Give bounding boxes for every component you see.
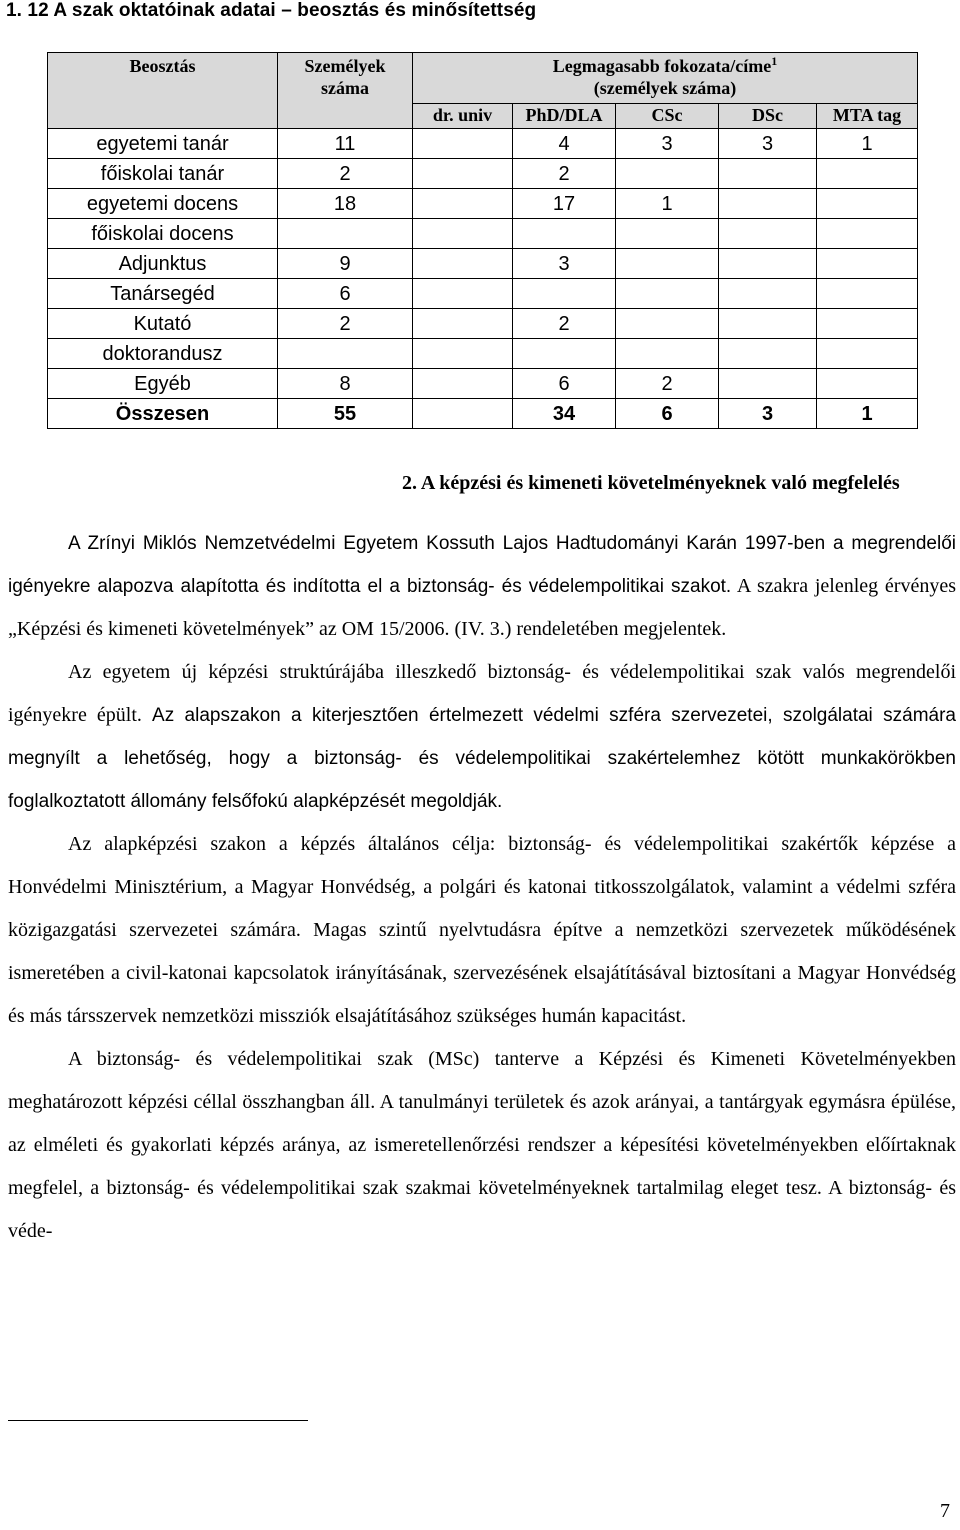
row-cell: 3	[719, 129, 817, 159]
row-label: doktorandusz	[48, 339, 278, 369]
row-count: 8	[278, 369, 413, 399]
row-cell	[817, 309, 918, 339]
table-row	[48, 309, 918, 339]
row-cell	[616, 279, 719, 309]
table-row	[48, 129, 918, 159]
total-cell: 3	[719, 399, 817, 429]
row-cell	[719, 369, 817, 399]
body-text	[8, 522, 956, 1253]
total-cell	[413, 399, 513, 429]
row-cell	[719, 249, 817, 279]
table-row	[48, 219, 918, 249]
row-cell: 2	[513, 309, 616, 339]
row-count: 9	[278, 249, 413, 279]
row-count: 2	[278, 159, 413, 189]
row-label: főiskolai docens	[48, 219, 278, 249]
row-label: főiskolai tanár	[48, 159, 278, 189]
row-cell	[817, 339, 918, 369]
row-cell	[413, 339, 513, 369]
row-cell	[413, 249, 513, 279]
row-cell: 2	[513, 159, 616, 189]
row-count	[278, 339, 413, 369]
total-label: Összesen	[48, 399, 278, 429]
row-cell	[413, 159, 513, 189]
table-row	[48, 159, 918, 189]
row-cell	[413, 189, 513, 219]
row-cell	[413, 219, 513, 249]
table-header-row	[48, 53, 918, 104]
paragraph-1: A Zrínyi Miklós Nemzetvédelmi Egyetem Kossuth Lajos Hadtudományi Karán 1997-ben a megrendelői igényekre alapozva alapította és indította el a biztonság- és védelempolitikai szakot. A szakra jelenleg érvényes „Képzési és kimeneti követelmények” az OM 15/2006. (IV. 3.) rendeletében megjelentek.	[8, 533, 956, 640]
row-cell	[616, 219, 719, 249]
paragraph-3: Az alapképzési szakon a képzés általános célja: biztonság- és védelempolitikai szakértők képzése a Honvédelmi Minisztérium, a Magyar Honvédség, a polgári és katonai titkosszolgálatok, valamint a védelmi szféra közigazgatási szervezetei számára. Magas szintű nyelvtudásra építve a nemzetközi szervezetek működésének ismeretében a civil-katonai kapcsolatok irányításának, szervezésének elsajátításával biztosítani a Magyar Honvédség és más társszervek nemzetközi missziók elsajátításához szükséges humán kapacitást.	[8, 833, 956, 1027]
row-cell	[817, 279, 918, 309]
row-cell: 3	[616, 129, 719, 159]
total-cell: 34	[513, 399, 616, 429]
row-count: 2	[278, 309, 413, 339]
row-cell: 1	[616, 189, 719, 219]
row-cell	[719, 279, 817, 309]
row-cell: 2	[616, 369, 719, 399]
header-legmagasabb-fokozat: Legmagasabb fokozata/címe$^1$ (személyek száma)	[413, 53, 918, 104]
table-row	[48, 249, 918, 279]
row-cell	[413, 129, 513, 159]
row-cell	[817, 249, 918, 279]
row-cell	[817, 159, 918, 189]
row-count: 18	[278, 189, 413, 219]
section-heading-2: 2. A képzési és kimeneti követelményeknek való megfelelés	[402, 472, 900, 494]
row-label: Kutató	[48, 309, 278, 339]
staff-qualification-table	[47, 52, 918, 429]
subheader-cell: PhD/DLA	[513, 104, 616, 129]
row-cell: 17	[513, 189, 616, 219]
paragraph-4: A biztonság- és védelempolitikai szak (MSc) tanterve a Képzési és Kimeneti Követelményekben meghatározott képzési céllal összhangban áll. A tanulmányi területek és azok arányai, a tantárgyak egymásra épülése, az elméleti és gyakorlati képzés aránya, az ismeretellenőrzési rendszer a képesítési követelményekben előírtaknak megfelel, a biztonság- és védelempolitikai szak szakmai követelményeknek tartalmilag eleget tesz. A biztonság- és véde-	[8, 1048, 956, 1242]
row-cell	[616, 339, 719, 369]
row-cell	[413, 309, 513, 339]
row-label: Tanársegéd	[48, 279, 278, 309]
row-cell	[616, 249, 719, 279]
table-row	[48, 339, 918, 369]
section-heading-1: 1. 12 A szak oktatóinak adatai – beosztás és minősítettség	[6, 0, 537, 21]
subheader-cell: DSc	[719, 104, 817, 129]
row-cell	[719, 309, 817, 339]
paragraph-2: Az egyetem új képzési struktúrájába illeszkedő biztonság- és védelempolitikai szak valós megrendelői igényekre épült. Az alapszakon a kiterjesztően értelmezett védelmi szféra szervezetei, szolgálatai számára megnyílt a lehetőség, hogy a biztonság- és védelempolitikai szakértelemhez kötött munkakörökben foglalkoztatott állomány felsőfokú alapképzését megoldják.	[8, 661, 956, 812]
row-cell: 1	[817, 129, 918, 159]
row-cell	[413, 369, 513, 399]
header-szemelyek: Személyek száma	[278, 53, 413, 129]
row-cell	[513, 219, 616, 249]
row-cell: 6	[513, 369, 616, 399]
row-cell	[719, 159, 817, 189]
total-cell: 1	[817, 399, 918, 429]
footnote-separator	[8, 1420, 308, 1421]
table-total-row	[48, 399, 918, 429]
total-cell: 6	[616, 399, 719, 429]
row-cell: 3	[513, 249, 616, 279]
row-cell	[719, 339, 817, 369]
row-cell	[513, 339, 616, 369]
table-row	[48, 279, 918, 309]
total-count: 55	[278, 399, 413, 429]
row-cell	[817, 189, 918, 219]
row-cell	[616, 309, 719, 339]
table-row	[48, 369, 918, 399]
table-row	[48, 189, 918, 219]
subheader-cell: MTA tag	[817, 104, 918, 129]
row-cell	[513, 279, 616, 309]
row-label: egyetemi tanár	[48, 129, 278, 159]
subheader-cell: dr. univ	[413, 104, 513, 129]
row-cell	[719, 189, 817, 219]
row-count: 6	[278, 279, 413, 309]
row-cell	[817, 219, 918, 249]
subheader-cell: CSc	[616, 104, 719, 129]
row-cell: 4	[513, 129, 616, 159]
row-cell	[719, 219, 817, 249]
header-beosztas: Beosztás	[48, 53, 278, 129]
row-cell	[616, 159, 719, 189]
row-label: Adjunktus	[48, 249, 278, 279]
row-cell	[817, 369, 918, 399]
row-count: 11	[278, 129, 413, 159]
page-number: 7	[940, 1500, 950, 1522]
row-count	[278, 219, 413, 249]
row-label: egyetemi docens	[48, 189, 278, 219]
row-label: Egyéb	[48, 369, 278, 399]
row-cell	[413, 279, 513, 309]
